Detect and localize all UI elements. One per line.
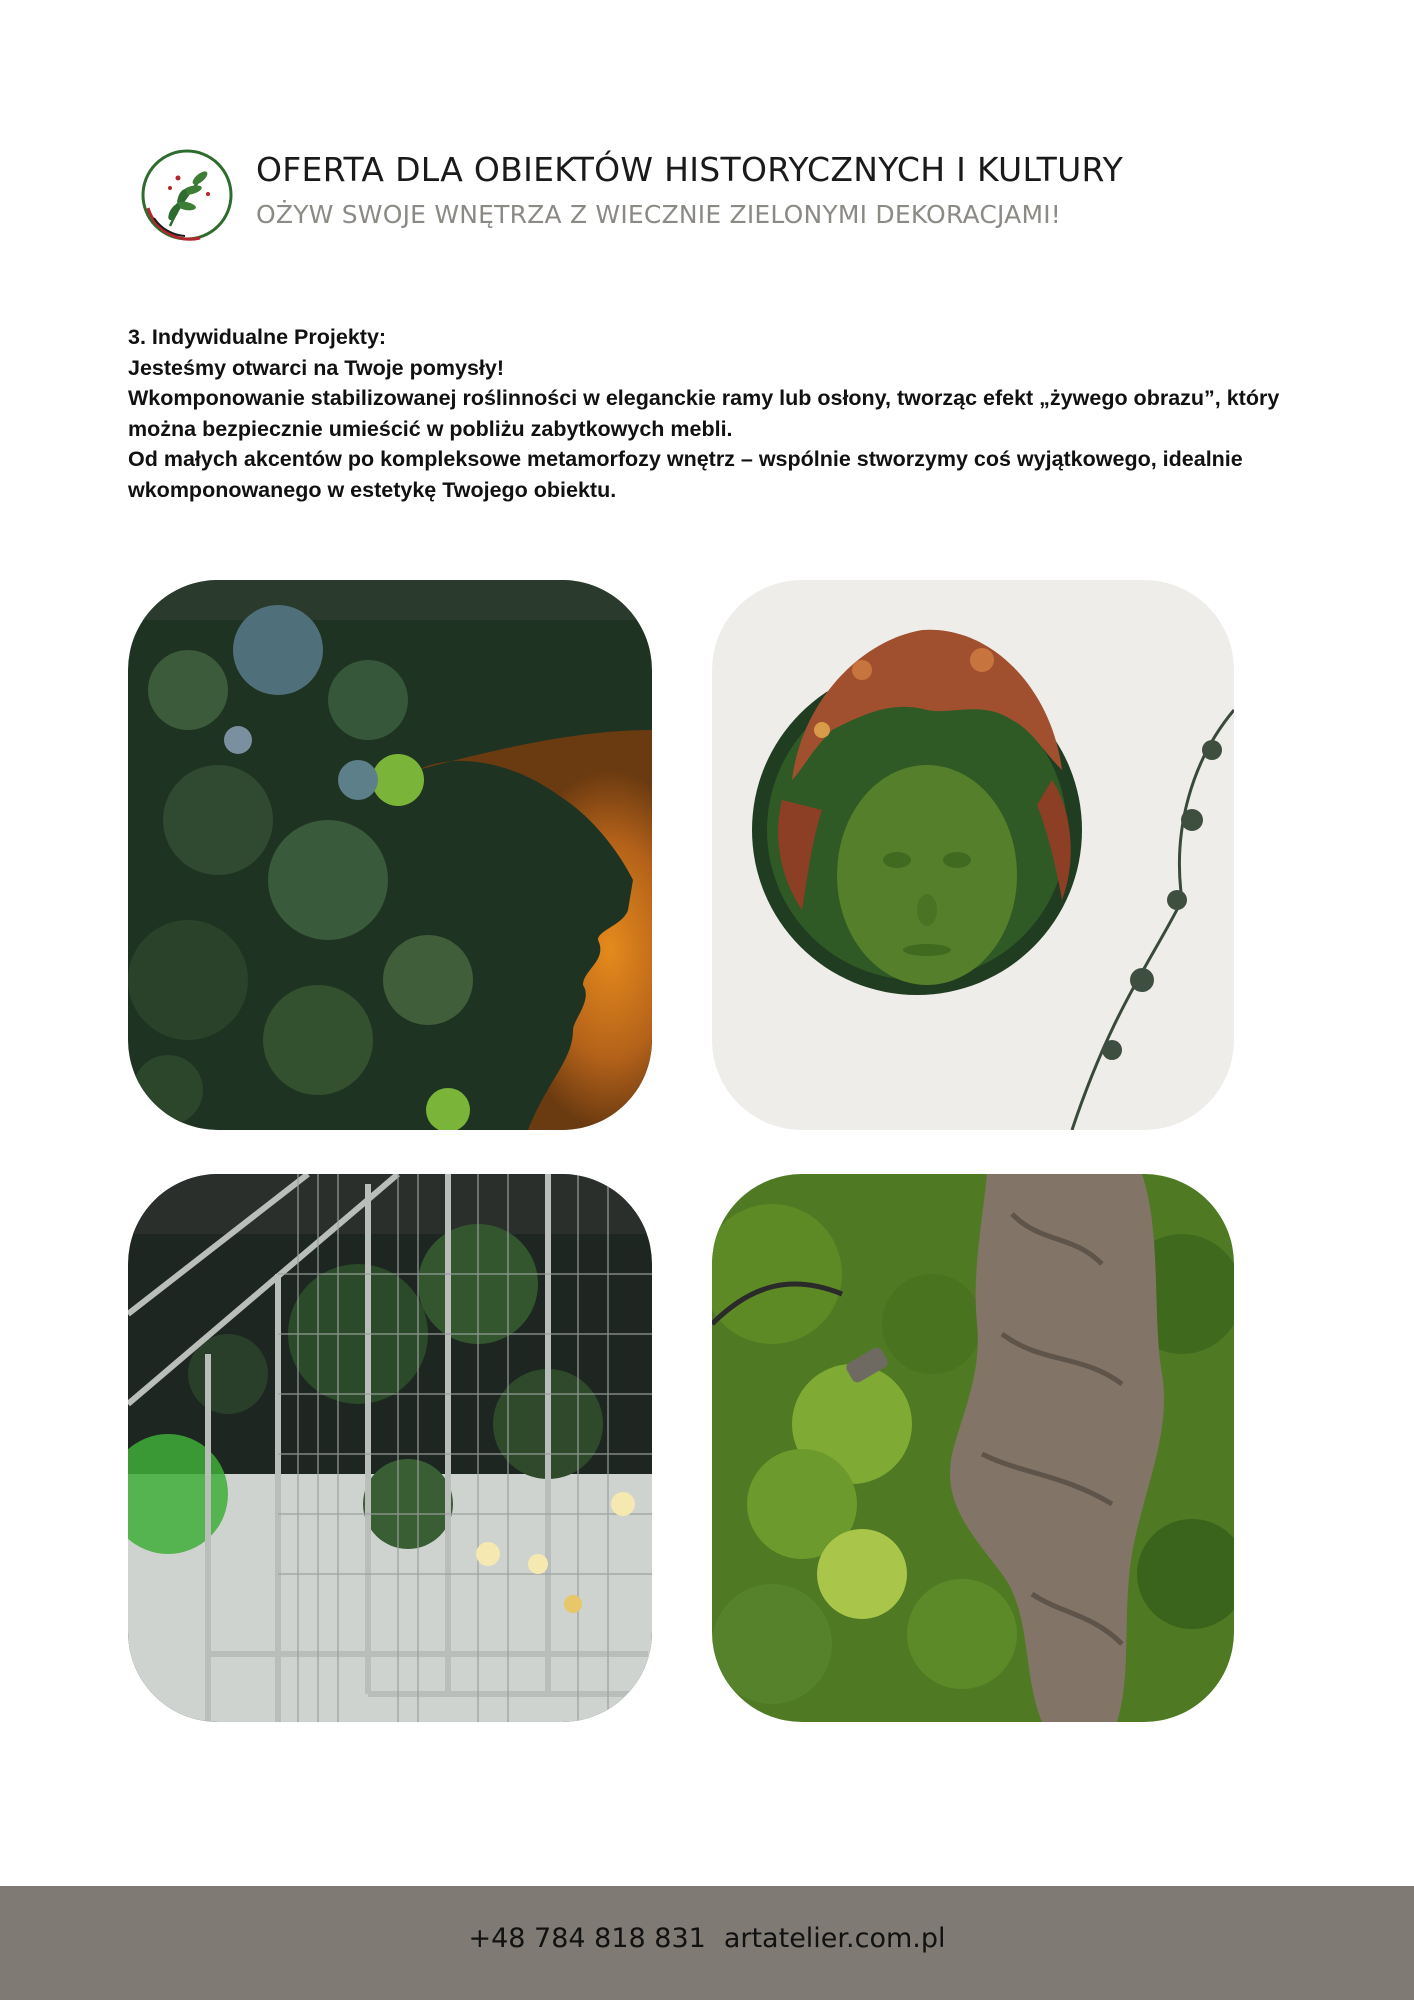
intro-line: Jesteśmy otwarci na Twoje pomysły!: [128, 355, 504, 380]
section-heading: 3. Indywidualne Projekty:: [128, 325, 387, 349]
brand-logo: [140, 148, 234, 242]
description-paragraph: Od małych akcentów po kompleksowe metamorfozy wnętrz – wspólnie stworzymy coś wyjątkowego, idealnie wkomponowanego w estetykę Twojego obiektu.: [128, 447, 1243, 502]
moss-wall-face-silhouette-photo: [128, 580, 652, 1130]
offer-description: [128, 322, 1288, 505]
description-paragraph: Wkomponowanie stabilizowanej roślinności w eleganckie ramy lub osłony, tworząc efekt „żywego obrazu”, który można bezpiecznie umieścić w pobliżu zabytkowych mebli.: [128, 386, 1280, 441]
hanging-greenery-grid-photo: [128, 1174, 652, 1722]
website-link[interactable]: artatelier.com.pl: [723, 1923, 946, 1954]
phone-number[interactable]: +48 784 818 831: [468, 1923, 706, 1954]
moss-wall-stone-photo: [712, 1174, 1234, 1722]
moss-face-round-frame-photo: [712, 580, 1234, 1130]
page-title: OFERTA DLA OBIEKTÓW HISTORYCZNYCH I KULTURY: [256, 150, 1124, 189]
contact-info: [0, 1923, 1414, 1954]
footer-bar: [0, 1886, 1414, 2000]
leaf-branch-icon: [140, 148, 234, 242]
page-subtitle: OŻYW SWOJE WNĘTRZA Z WIECZNIE ZIELONYMI DEKORACJAMI!: [256, 200, 1062, 229]
